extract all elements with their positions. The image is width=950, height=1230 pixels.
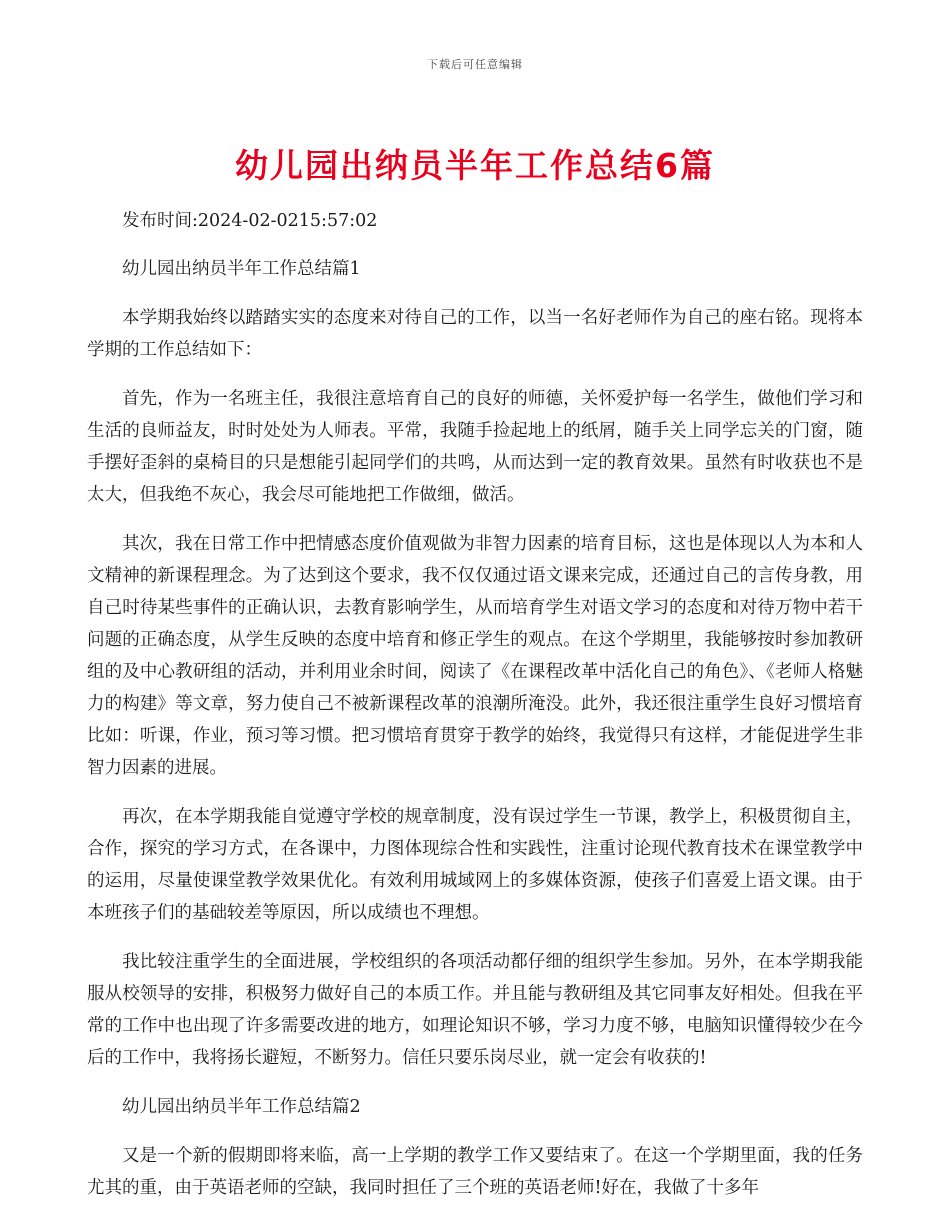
paragraph: 本学期我始终以踏踏实实的态度来对待自己的工作，以当一名好老师作为自己的座右铭。现将本学期的工作总结如下：: [87, 308, 863, 360]
paragraph: 首先，作为一名班主任，我很注意培育自己的良好的师德，关怀爱护每一名学生，做他们学习和生活的良师益友，时时处处为人师表。平常，我随手捡起地上的纸屑，随手关上同学忘关的门窗，随手摆好歪斜的桌椅目的只是想能引起同学们的共鸣，从而达到一定的教育效果。虽然有时收获也不是太大，但我绝不灰心，我会尽可能地把工作做细，做活。: [87, 389, 863, 505]
paragraph: 再次，在本学期我能自觉遵守学校的规章制度，没有误过学生一节课，教学上，积极贯彻自主，合作，探究的学习方式，在各课中，力图体现综合性和实践性，注重讨论现代教育技术在课堂教学中的运用，尽量使课堂教学效果优化。有效利用城域网上的多媒体资源，使孩子们喜爱上语文课。由于本班孩子们的基础较差等原因，所以成绩也不理想。: [87, 807, 863, 923]
paragraph: 我比较注重学生的全面进展，学校组织的各项活动都仔细的组织学生参加。另外，在本学期我能服从校领导的安排，积极努力做好自己的本质工作。并且能与教研组及其它同事友好相处。但我在平常的工作中也出现了许多需要改进的地方，如理论知识不够，学习力度不够，电脑知识懂得较少在今后的工作中，我将扬长避短，不断努力。信任只要乐岗尽业，就一定会有收获的!: [87, 952, 863, 1068]
section-heading-1: 幼儿园出纳员半年工作总结篇1: [122, 259, 361, 279]
paragraph: 其次，我在日常工作中把情感态度价值观做为非智力因素的培育目标，这也是体现以人为本和人文精神的新课程理念。为了达到这个要求，我不仅仅通过语文课来完成，还通过自己的言传身教，用自己时待某些事件的正确认识，去教育影响学生，从而培育学生对语文学习的态度和对待万物中若干问题的正确态度，从学生反映的态度中培育和修正学生的观点。在这个学期里，我能够按时参加教研组的及中心教研组的活动，并利用业余时间，阅读了《在课程改革中活化自己的角色》、《老师人格魅力的构建》等文章，努力使自己不被新课程改革的浪潮所淹没。此外，我还很注重学生良好习惯培育比如：听课，作业，预习等习惯。把习惯培育贯穿于教学的始终，我觉得只有这样，才能促进学生非智力因素的进展。: [87, 534, 863, 778]
section-heading-2: 幼儿园出纳员半年工作总结篇2: [122, 1097, 361, 1117]
header-note: 下载后可任意编辑: [427, 58, 523, 71]
document-body: [87, 205, 863, 1221]
publish-time: 发布时间:2024-02-0215:57:02: [122, 211, 378, 231]
document-title: 幼儿园出纳员半年工作总结6篇: [235, 146, 715, 185]
paragraph: 又是一个新的假期即将来临，高一上学期的教学工作又要结束了。在这一个学期里面，我的任务尤其的重，由于英语老师的空缺，我同时担任了三个班的英语老师!好在，我做了十多年: [87, 1146, 863, 1198]
